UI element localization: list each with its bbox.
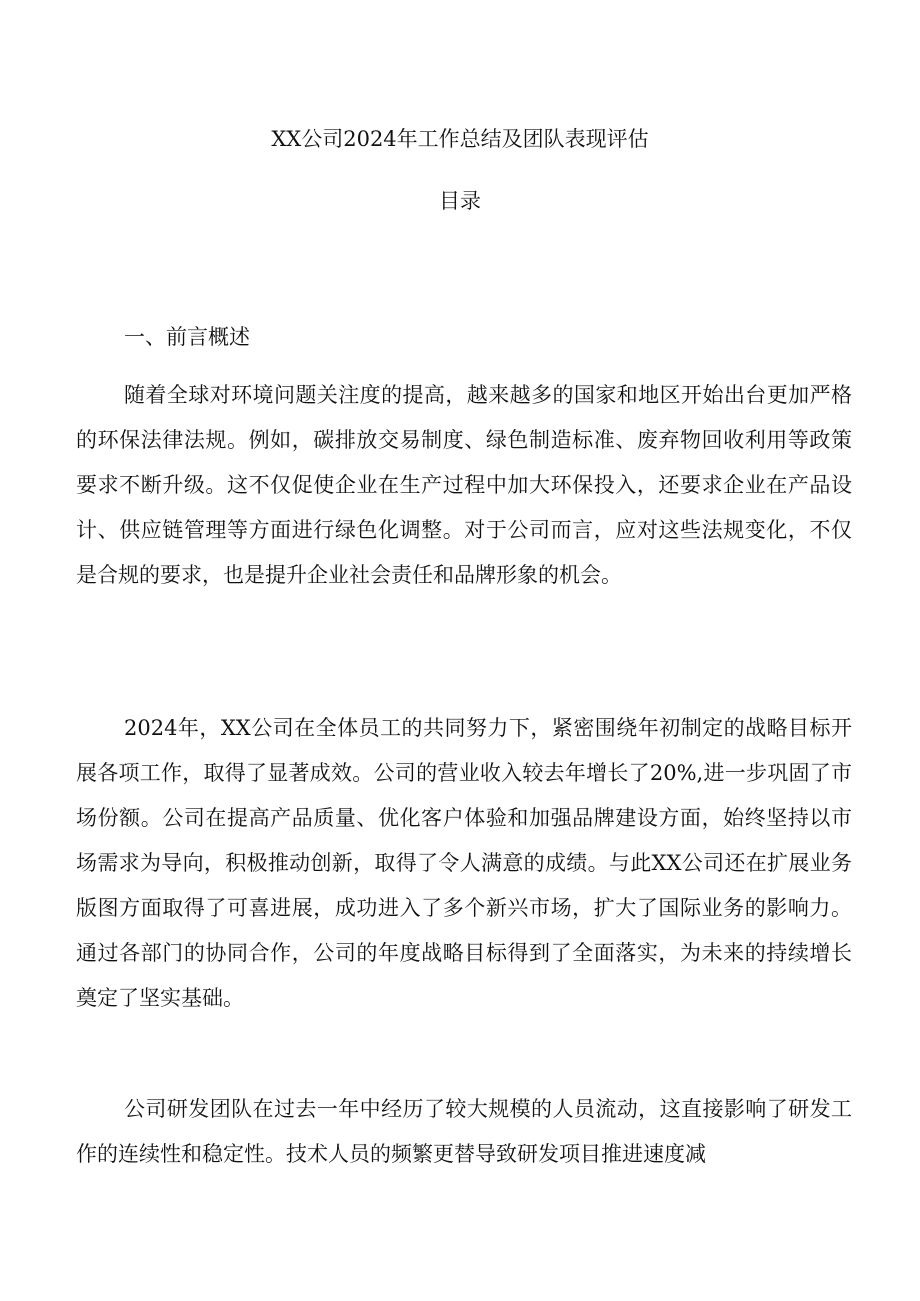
paragraph-3: 公司研发团队在过去一年中经历了较大规模的人员流动，这直接影响了研发工作的连续性和稳定性。技术人员的频繁更替导致研发项目推进速度减 (76, 1097, 852, 1166)
document-title: XX公司2024年工作总结及团队表现评估 (271, 127, 649, 151)
paragraph-1: 随着全球对环境问题关注度的提高，越来越多的国家和地区开始出台更加严格的环保法律法规。例如，碳排放交易制度、绿色制造标准、废弃物回收利用等政策要求不断升级。这不仅促使企业在生产过程中加大环保投入，还要求企业在产品设计、供应链管理等方面进行绿色化调整。对于公司而言，应对这些法规变化，不仅是合规的要求，也是提升企业社会责任和品牌形象的机会。 (76, 383, 852, 587)
toc-label: 目录 (439, 189, 481, 213)
paragraph-2: 2024年，XX公司在全体员工的共同努力下，紧密围绕年初制定的战略目标开展各项工作，取得了显著成效。公司的营业收入较去年增长了20%,进一步巩固了市场份额。公司在提高产品质量、优化客户体验和加强品牌建设方面，始终坚持以市场需求为导向，积极推动创新，取得了令人满意的成绩。与此XX公司还在扩展业务版图方面取得了可喜进展，成功进入了多个新兴市场，扩大了国际业务的影响力。通过各部门的协同合作，公司的年度战略目标得到了全面落实，为未来的持续增长奠定了坚实基础。 (76, 716, 852, 1010)
section-heading: 一、前言概述 (124, 325, 250, 349)
